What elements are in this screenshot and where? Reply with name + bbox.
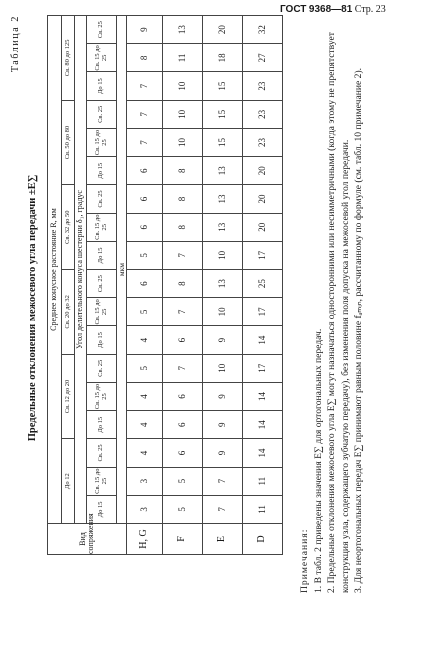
range-cell: Св. 32 до 50 (62, 185, 75, 270)
value-cell: 8 (163, 185, 203, 213)
table-label: Таблица 2 (10, 15, 21, 73)
angle-cell: До 15 (87, 495, 117, 523)
row-label: F (163, 524, 203, 555)
value-cell: 18 (203, 44, 243, 72)
value-cell: 20 (243, 157, 283, 185)
value-cell: 20 (243, 213, 283, 241)
value-cell: 27 (243, 44, 283, 72)
angle-cell: До 15 (87, 157, 117, 185)
value-cell: 9 (203, 382, 243, 410)
unit-cell: мкм (117, 16, 127, 524)
angle-cell: До 15 (87, 72, 117, 100)
note-item: 1. В табл. 2 приведены значения E∑ для ортогональных передач. (312, 328, 324, 593)
angle-cell: Св. 15 до 25 (87, 382, 117, 410)
angle-cell: Св. 15 до 25 (87, 128, 117, 156)
value-cell: 7 (163, 354, 203, 382)
angle-cell: До 15 (87, 241, 117, 269)
value-cell: 4 (127, 326, 163, 354)
value-cell: 8 (127, 44, 163, 72)
value-cell: 25 (243, 270, 283, 298)
notes (298, 15, 366, 593)
angle-cell: Св. 25 (87, 439, 117, 467)
deviation-table (47, 15, 283, 555)
angle-cell: Св. 25 (87, 16, 117, 44)
value-cell: 10 (203, 241, 243, 269)
angle-cell: До 15 (87, 411, 117, 439)
value-cell: 6 (127, 213, 163, 241)
standard-number: 9368—81 (308, 4, 353, 15)
value-cell: 15 (203, 128, 243, 156)
value-cell: 17 (243, 354, 283, 382)
value-cell: 20 (243, 185, 283, 213)
value-cell: 6 (163, 382, 203, 410)
row-label: H, G (127, 524, 163, 555)
note-item: 3. Для неортогональных передач E∑ принимают равным половине fₐₘᵢₙ, рассчитанному по формуле (см. табл. 10 примечание 2). (353, 67, 364, 593)
table-row (243, 16, 283, 555)
value-cell: 11 (163, 44, 203, 72)
page-header (280, 4, 425, 15)
value-cell: 10 (203, 298, 243, 326)
value-cell: 13 (163, 16, 203, 44)
angle-cell: Св. 15 до 25 (87, 44, 117, 72)
value-cell: 23 (243, 100, 283, 128)
value-cell: 7 (163, 241, 203, 269)
value-cell: 9 (127, 16, 163, 44)
value-cell: 4 (127, 439, 163, 467)
value-cell: 10 (163, 100, 203, 128)
value-cell: 8 (163, 157, 203, 185)
angle-cell: Св. 15 до 25 (87, 298, 117, 326)
value-cell: 20 (203, 16, 243, 44)
value-cell: 10 (163, 128, 203, 156)
angle-cell: Св. 25 (87, 354, 117, 382)
page-number: Стр. 23 (354, 4, 386, 15)
value-cell: 7 (127, 72, 163, 100)
value-cell: 8 (163, 213, 203, 241)
range-row (62, 16, 75, 555)
value-cell: 5 (127, 298, 163, 326)
value-cell: 14 (243, 326, 283, 354)
value-cell: 5 (163, 467, 203, 495)
row-header-cell: Вид сопряжения (48, 524, 127, 555)
value-cell: 9 (203, 326, 243, 354)
value-cell: 5 (163, 495, 203, 523)
angle-cell: Св. 25 (87, 100, 117, 128)
range-cell: Св. 50 до 80 (62, 100, 75, 185)
value-cell: 7 (203, 495, 243, 523)
value-cell: 17 (243, 298, 283, 326)
value-cell: 13 (203, 270, 243, 298)
value-cell: 4 (127, 382, 163, 410)
value-cell: 5 (127, 241, 163, 269)
distance-header: Среднее конусное расстояние R, мм (48, 16, 62, 524)
value-cell: 15 (203, 72, 243, 100)
value-cell: 6 (127, 185, 163, 213)
angle-row (87, 16, 117, 555)
angle-header: Угол делительного конуса шестерни δ₁, градус (75, 16, 87, 524)
notes-title: Примечания: (299, 528, 310, 593)
value-cell: 14 (243, 382, 283, 410)
range-cell: Св. 12 до 20 (62, 354, 75, 439)
value-cell: 10 (203, 354, 243, 382)
value-cell: 6 (127, 157, 163, 185)
unit-row (117, 16, 127, 555)
value-cell: 7 (203, 467, 243, 495)
value-cell: 7 (127, 100, 163, 128)
value-cell: 14 (243, 439, 283, 467)
angle-cell: Св. 15 до 25 (87, 213, 117, 241)
value-cell: 9 (203, 439, 243, 467)
table-row (163, 16, 203, 555)
note-item: 2. Предельные отклонения межосевого угла E∑ могут назначаться односторонними или несимметричными (когда этому не препятствует конструкция узла, содержащего зубчатую передачу), без изменения поля допуска на межосевой угол передачи. (326, 31, 351, 593)
value-cell: 15 (203, 100, 243, 128)
value-cell: 23 (243, 72, 283, 100)
value-cell: 23 (243, 128, 283, 156)
angle-cell: Св. 15 до 25 (87, 467, 117, 495)
table-row (203, 16, 243, 555)
value-cell: 6 (163, 411, 203, 439)
range-cell: До 12 (62, 439, 75, 524)
value-cell: 14 (243, 411, 283, 439)
value-cell: 6 (163, 326, 203, 354)
angle-header-row (75, 16, 87, 555)
value-cell: 8 (163, 270, 203, 298)
value-cell: 13 (203, 213, 243, 241)
value-cell: 3 (127, 495, 163, 523)
row-label: D (243, 524, 283, 555)
row-label: E (203, 524, 243, 555)
table-title: Предельные отклонения межосевого угла передачи ±E∑ (27, 174, 38, 442)
range-cell: Св. 20 до 32 (62, 270, 75, 355)
gost-label: ГОСТ (280, 4, 307, 15)
value-cell: 3 (127, 467, 163, 495)
value-cell: 6 (163, 439, 203, 467)
value-cell: 11 (243, 495, 283, 523)
value-cell: 9 (203, 411, 243, 439)
distance-header-row (48, 16, 62, 555)
angle-cell: До 15 (87, 326, 117, 354)
angle-cell: Св. 25 (87, 185, 117, 213)
value-cell: 17 (243, 241, 283, 269)
rotated-content (10, 15, 384, 601)
value-cell: 11 (243, 467, 283, 495)
value-cell: 5 (127, 354, 163, 382)
value-cell: 13 (203, 185, 243, 213)
range-cell: Св. 80 до 125 (62, 16, 75, 101)
value-cell: 10 (163, 72, 203, 100)
angle-cell: Св. 25 (87, 270, 117, 298)
value-cell: 32 (243, 16, 283, 44)
value-cell: 13 (203, 157, 243, 185)
value-cell: 7 (127, 128, 163, 156)
value-cell: 7 (163, 298, 203, 326)
value-cell: 6 (127, 270, 163, 298)
value-cell: 4 (127, 411, 163, 439)
table-row (127, 16, 163, 555)
